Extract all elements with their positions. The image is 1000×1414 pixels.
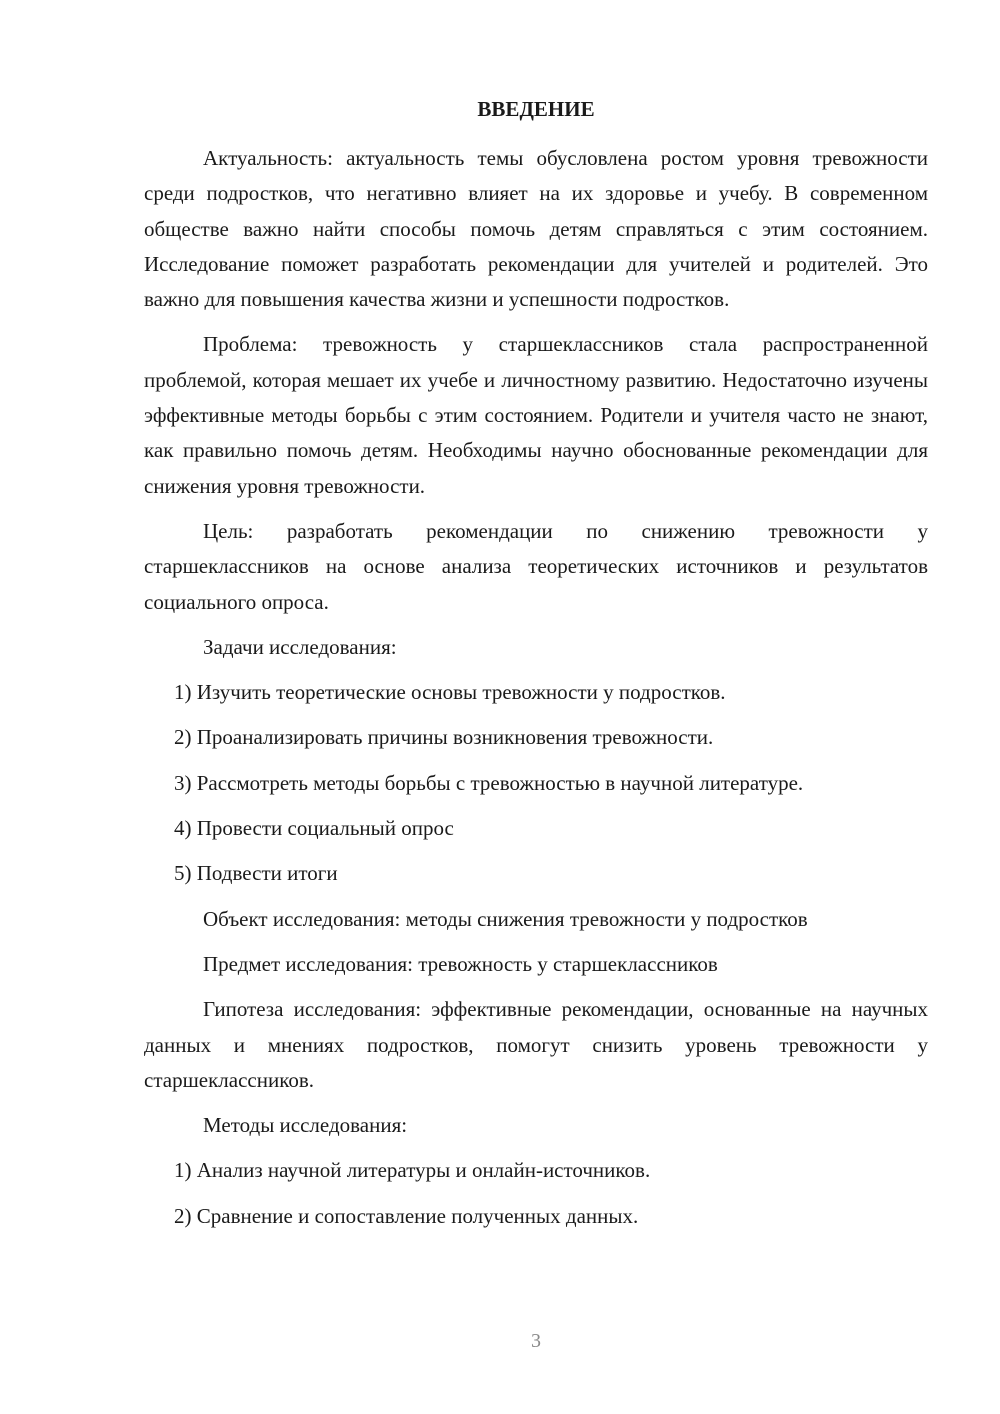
- document-page: [144, 94, 928, 1244]
- tasks-label: Задачи исследования:: [203, 634, 397, 659]
- task-item-5: 5) Подвести итоги: [174, 861, 338, 886]
- relevance-paragraph: Актуальность: актуальность темы обусловлена ростом уровня тревожности среди подростков, что негативно влияет на их здоровье и учебу. В современном обществе важно найти способы помочь детям справляться с этим состоянием. Исследование поможет разработать рекомендации для учителей и родителей. Это важно для повышения качества жизни и успешности подростков.: [144, 146, 928, 312]
- document-title: ВВЕДЕНИЕ: [477, 97, 595, 121]
- problem-paragraph: Проблема: тревожность у старшеклассников стала распространенной проблемой, которая мешает их учебе и личностному развитию. Недостаточно изучены эффективные методы борьбы с этим состоянием. Родители и учителя часто не знают, как правильно помочь детям. Необходимы научно обоснованные рекомендации для снижения уровня тревожности.: [144, 332, 928, 498]
- research-object: Объект исследования: методы снижения тревожности у подростков: [203, 906, 808, 931]
- goal-paragraph: Цель: разработать рекомендации по снижению тревожности у старшеклассников на основе анализа теоретических источников и результатов социального опроса.: [144, 518, 928, 614]
- method-item-1: 1) Анализ научной литературы и онлайн-источников.: [174, 1158, 651, 1183]
- task-item-3: 3) Рассмотреть методы борьбы с тревожностью в научной литературе.: [174, 770, 804, 795]
- task-item-4: 4) Провести социальный опрос: [174, 816, 454, 841]
- methods-label: Методы исследования:: [203, 1113, 408, 1138]
- task-item-1: 1) Изучить теоретические основы тревожности у подростков.: [174, 680, 726, 705]
- method-item-2: 2) Сравнение и сопоставление полученных данных.: [174, 1203, 639, 1228]
- research-subject: Предмет исследования: тревожность у старшеклассников: [203, 951, 718, 976]
- hypothesis-paragraph: Гипотеза исследования: эффективные рекомендации, основанные на научных данных и мнениях подростков, помогут снизить уровень тревожности у старшеклассников.: [144, 997, 928, 1092]
- page-number: 3: [531, 1330, 541, 1352]
- task-item-2: 2) Проанализировать причины возникновения тревожности.: [174, 725, 714, 750]
